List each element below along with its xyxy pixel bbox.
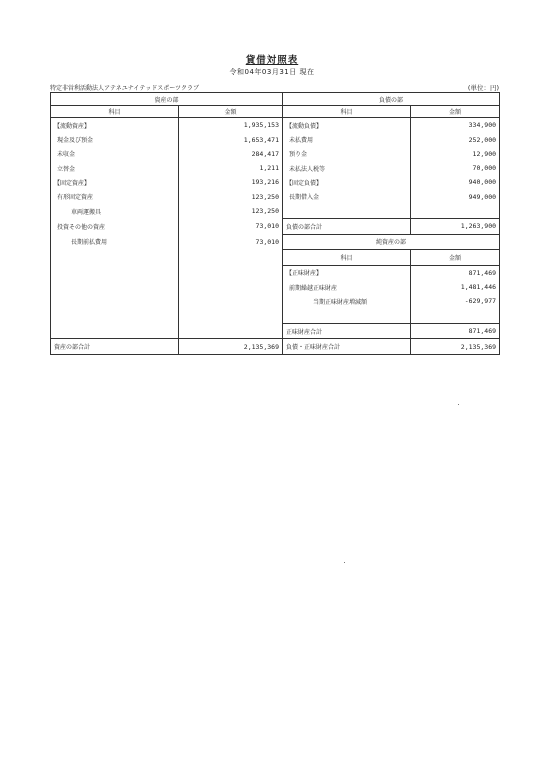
table-row [51,147,500,161]
grand-total-amount: 2,135,369 [411,339,500,355]
liability-amount: 70,000 [411,161,500,175]
table-row [51,190,500,204]
liabilities-total-label: 負債の部合計 [283,219,411,234]
asset-amount: 1,935,153 [179,118,283,133]
asset-amount: 193,216 [179,175,283,189]
liability-amount: 252,000 [411,132,500,146]
assets-col-item: 科目 [51,106,179,118]
assets-total-amount: 2,135,369 [179,339,283,355]
liabilities-col-amount: 金額 [411,106,500,118]
table-row [51,280,500,294]
table-row [51,161,500,175]
balance-sheet-table [50,92,500,355]
asset-amount: 1,653,471 [179,132,283,146]
liability-label: 【流動負債】 [283,118,411,133]
net-assets-col-amount: 金額 [411,250,500,265]
asset-amount: 123,250 [179,204,283,219]
liabilities-total-amount: 1,263,900 [411,219,500,234]
liability-label: 【固定負債】 [283,175,411,189]
net-asset-amount: 1,481,446 [411,280,500,294]
scan-speck [458,404,459,405]
liability-label: 預り金 [283,147,411,161]
asset-amount: 1,211 [179,161,283,175]
assets-col-amount: 金額 [179,106,283,118]
asset-label: 【流動資産】 [51,118,179,133]
table-row [51,118,500,133]
unit-label: (単位：円) [467,84,499,92]
net-asset-label: 【正味財産】 [283,265,411,280]
liability-label: 未払費用 [283,132,411,146]
table-row [51,219,500,234]
organization-name: 特定非営利活動法人アテネユナイテッドスポーツクラブ [50,85,199,92]
asset-label: 車両運搬具 [51,204,179,219]
table-row [51,132,500,146]
column-header-row [51,106,500,118]
asset-label: 投資その他の資産 [51,219,179,234]
assets-total-label: 資産の部合計 [51,339,179,355]
table-row [51,234,500,249]
scan-speck [344,562,345,563]
net-asset-amount: -629,977 [411,294,500,308]
liability-label: 未払法人税等 [283,161,411,175]
liability-amount: 334,900 [411,118,500,133]
asset-amount: 123,250 [179,190,283,204]
liabilities-col-item: 科目 [283,106,411,118]
net-assets-total-amount: 871,469 [411,323,500,338]
document-title: 貸借対照表 [245,55,299,66]
asset-amount: 73,010 [179,219,283,234]
grand-total-row [51,339,500,355]
net-asset-amount: 871,469 [411,265,500,280]
table-row [51,323,500,338]
net-assets-total-label: 正味財産合計 [283,323,411,338]
liability-amount: 940,000 [411,175,500,189]
net-asset-label: 当期正味財産増減額 [283,294,411,308]
liability-amount: 949,000 [411,190,500,204]
table-row [51,265,500,280]
asset-label: 長期前払費用 [51,234,179,249]
asset-amount: 73,010 [179,234,283,249]
net-assets-col-item: 科目 [283,250,411,265]
section-header-row [51,93,500,106]
grand-total-label: 負債・正味財産合計 [283,339,411,355]
net-assets-section-header: 純資産の部 [283,234,500,249]
asset-amount: 284,417 [179,147,283,161]
table-row [51,175,500,189]
table-row [51,294,500,308]
asset-label: 有形固定資産 [51,190,179,204]
net-asset-label: 前期繰越正味財産 [283,280,411,294]
asset-label: 未収金 [51,147,179,161]
as-of-date: 令和04年03月31日 現在 [229,68,315,76]
asset-label: 現金及び預金 [51,132,179,146]
liability-amount: 12,900 [411,147,500,161]
table-row [51,250,500,265]
table-row [51,204,500,219]
asset-label: 【固定資産】 [51,175,179,189]
liabilities-section-header: 負債の部 [283,93,500,106]
assets-section-header: 資産の部 [51,93,283,106]
liability-label: 長期借入金 [283,190,411,204]
asset-label: 立替金 [51,161,179,175]
